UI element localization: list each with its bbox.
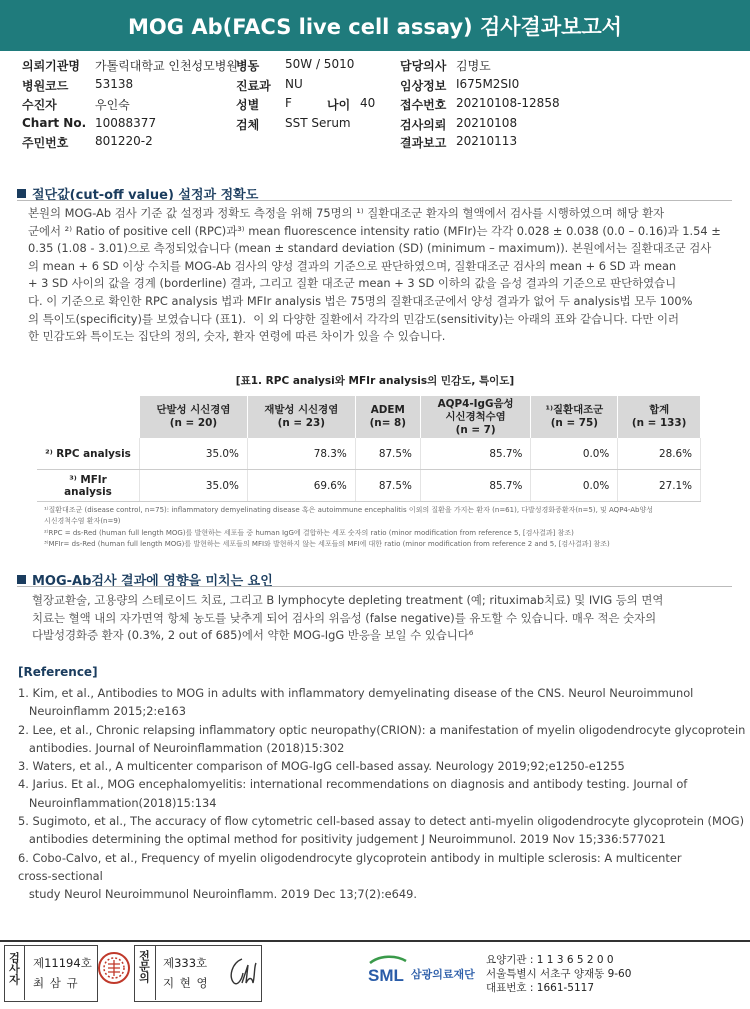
table-cell: 69.6%	[247, 470, 355, 502]
logo-text: SML	[368, 966, 404, 985]
chart-value: 10088377	[95, 116, 157, 130]
reference-item: 4. Jarius. Et al., MOG encephalomyelitis: international recommendations on diagnosis and antibody testing. Journal of	[18, 777, 688, 792]
col-header: 재발성 시신경염 (n = 23)	[247, 396, 355, 438]
agency-code: 요양기관 : 1 1 3 6 5 2 0 0	[486, 954, 614, 966]
col-header: ADEM (n= 8)	[355, 396, 420, 438]
col-header: 단발성 시신경염 (n = 20)	[140, 396, 248, 438]
reference-item: antibodies determining the optimal method for positivity judgement J Neuroimmunol. 2019 Nov 15;336:577021	[18, 832, 666, 847]
paragraph-line: 한 민감도와 특이도는 집단의 정의, 숫자, 환자 연령에 따른 차이가 있을 수 있습니다.	[28, 329, 446, 344]
paragraph-line: 의 mean + 6 SD 이상 수치를 MOG-Ab 검사의 양성 결과의 기준으로 판단하였으며, 질환대조군 검사의 mean + 6 SD 과 mean	[28, 258, 677, 273]
table-footnote: ¹⁾질환대조군 (disease control, n=75): inflammatory demyelinating disease 혹은 autoimmune encephalitis 이외의 질환을 가지는 환자 (n=61), 다발성경화증환자(n=5), 및 AQP4-Ab양성	[44, 506, 653, 514]
reference-item: Neuroinflamm 2015;2:e163	[18, 704, 187, 719]
org-contact	[486, 953, 631, 995]
table-cell: 0.0%	[531, 470, 618, 502]
table-cell: 28.6%	[618, 438, 701, 470]
table-footnote: ³⁾MFIr= ds-Red (human full length MOG)를 발현하는 세포들의 MFI와 발현하지 않는 세포들의 MFI에 대한 ratio (minor modification from reference 2 and 5, [검사결과] 참조)	[44, 540, 610, 548]
row-header: ²⁾ RPC analysis	[37, 438, 140, 470]
report-label: 결과보고	[400, 136, 447, 150]
square-bullet-icon	[17, 575, 26, 584]
paragraph-line: 0.35 (1.08 - 3.01)으로 측정되었습니다 (mean ± standard deviation (SD) (minimum – maximum)). 본원에서는 질환대조군 검사	[28, 241, 712, 256]
org-phone: 대표번호 : 1661-5117	[486, 982, 595, 994]
reference-item: 3. Waters, et al., A multicenter comparison of MOG-IgG cell-based assay. Neurology 2019;92;e1250-e1255	[18, 759, 625, 774]
specimen-value: SST Serum	[285, 116, 351, 130]
specialist-name: 지 현 영	[163, 976, 209, 990]
sensitivity-table	[37, 396, 701, 502]
reference-item: antibodies. Journal of Neuroinflammation (2018)15:302	[18, 740, 345, 755]
table-cell: 27.1%	[618, 470, 701, 502]
sex-value: F	[285, 96, 292, 110]
reference-item: 2. Lee, et al., Chronic relapsing inflammatory optic neuropathy(CRION): a manifestation of myelin oligodendrocyte glycoprotein	[18, 722, 746, 737]
institution-label: 의뢰기관명	[22, 59, 80, 73]
clinical-value: I675M2SI0	[456, 77, 520, 91]
divider	[17, 200, 732, 201]
table-cell: 35.0%	[140, 470, 248, 502]
divider	[24, 945, 25, 1000]
divider	[155, 945, 156, 1000]
receipt-value: 20210108-12858	[456, 96, 560, 110]
examiner-license: 제11194호	[33, 956, 92, 970]
specialist-label: 전문의	[137, 950, 151, 983]
factors-paragraph	[32, 592, 722, 645]
col-header: ¹⁾질환대조군 (n = 75)	[531, 396, 618, 438]
table-cell: 85.7%	[420, 470, 531, 502]
rrn-value: 801220-2	[95, 134, 153, 148]
examiner-label: 검사자	[7, 952, 21, 985]
square-bullet-icon	[17, 189, 26, 198]
sex-label: 성별	[236, 98, 260, 112]
table-row	[37, 470, 701, 502]
section-factors-title: MOG-Ab검사 결과에 영향을 미치는 요인	[32, 574, 273, 589]
table-cell: 78.3%	[247, 438, 355, 470]
col-header: AQP4-IgG음성 시신경척수염 (n = 7)	[420, 396, 531, 438]
cutoff-paragraph	[28, 205, 721, 346]
dept-label: 진료과	[236, 79, 271, 93]
table-caption: [표1. RPC analysi와 MFIr analysis의 민감도, 특이도]	[235, 375, 515, 387]
footer-divider	[0, 940, 750, 942]
table-footnote: ²⁾RPC = ds-Red (human full length MOG)를 발현하는 세포들 중 human IgG에 결합하는 세포 숫자의 ratio (minor modification from reference 5, [검사결과] 참조)	[44, 529, 574, 537]
institution-value: 가톨릭대학교 인천성모병원	[95, 59, 238, 73]
paragraph-line: 군에서 ²⁾ Ratio of positive cell (RPC)과³⁾ mean fluorescence intensity ratio (MFIr)는 각각 0.028 ± 0.038 (0.0 – 0.16)과 1.54 ±	[28, 223, 721, 238]
chart-label: Chart No.	[22, 116, 87, 130]
table-footnote: 시신경척수염 환자(n=9)	[44, 517, 121, 525]
specimen-label: 검체	[236, 118, 260, 132]
table-corner	[37, 396, 140, 438]
dept-value: NU	[285, 77, 303, 91]
reference-item: Neuroinflammation(2018)15:134	[18, 795, 217, 810]
doctor-label: 담당의사	[400, 59, 447, 73]
seal-stamp-icon	[97, 951, 131, 985]
table-header-row	[37, 396, 701, 438]
paragraph-line: + 3 SD 사이의 값을 경계 (borderline) 결과, 그리고 질환 대조군 mean + 3 SD 이하의 값을 음성 결과의 기준으로 판단하였습니	[28, 276, 677, 291]
report-title: MOG Ab(FACS live cell assay) 검사결과보고서	[0, 0, 750, 51]
reference-item: 1. Kim, et al., Antibodies to MOG in adults with inflammatory demyelinating disease of the CNS. Neurol Neuroimmunol	[18, 686, 694, 700]
section-cutoff-title: 절단값(cut-off value) 설정과 정확도	[32, 188, 259, 203]
signature-icon	[222, 953, 258, 989]
org-address: 서울특별시 서초구 양재동 9-60	[486, 968, 632, 980]
reference-item: 5. Sugimoto, et al., The accuracy of flow cytometric cell-based assay to detect anti-myelin oligodendrocyte glycoprotein (MOG)	[18, 814, 745, 829]
table-cell: 35.0%	[140, 438, 248, 470]
reference-item: 6. Cobo-Calvo, et al., Frequency of myelin oligodendrocyte glycoprotein antibody in multiple sclerosis: A multicenter	[18, 850, 682, 865]
hospital-code-value: 53138	[95, 77, 134, 91]
org-name: 삼광의료재단	[411, 968, 475, 981]
specialist-license: 제333호	[163, 956, 208, 970]
doctor-value: 김명도	[456, 59, 491, 73]
paragraph-line: 의 특이도(specificity)를 보였습니다 (표1). 이 외 다양한 질환에서 각각의 민감도(sensitivity)는 아래의 표와 같습니다. 다만 이러	[28, 311, 680, 326]
patient-label: 수진자	[22, 98, 57, 112]
divider	[17, 586, 732, 587]
paragraph-line: 치료는 혈액 내의 자가면역 항체 농도를 낮추게 되어 검사의 위음성 (false negative)를 유도할 수 있습니다. 매우 적은 숫자의	[32, 610, 657, 625]
paragraph-line: 본원의 MOG-Ab 검사 기준 값 설정과 정확도 측정을 위해 75명의 ¹⁾ 질환대조군 환자의 혈액에서 검사를 시행하였으며 해당 환자	[28, 206, 665, 220]
table-cell: 85.7%	[420, 438, 531, 470]
examiner-name: 최 삼 규	[33, 976, 79, 990]
clinical-label: 임상정보	[400, 79, 447, 93]
patient-value: 우인숙	[95, 98, 130, 112]
request-label: 검사의뢰	[400, 118, 447, 132]
report-value: 20210113	[456, 134, 518, 148]
receipt-label: 접수번호	[400, 98, 447, 112]
table-cell: 0.0%	[531, 438, 618, 470]
paragraph-line: 다발성경화증 환자 (0.3%, 2 out of 685)에서 약한 MOG-IgG 반응을 보일 수 있습니다⁶	[32, 628, 474, 643]
ward-value: 50W / 5010	[285, 57, 355, 71]
age-label: 나이	[327, 98, 351, 112]
reference-heading: [Reference]	[18, 665, 98, 679]
table-cell: 87.5%	[355, 438, 420, 470]
sml-logo-icon	[366, 955, 410, 987]
row-header: ³⁾ MFIr analysis	[37, 470, 140, 502]
col-header: 합계 (n = 133)	[618, 396, 701, 438]
reference-item: study Neurol Neuroimmunol Neuroinflamm. 2019 Dec 13;7(2):e649.	[18, 887, 418, 902]
reference-list	[18, 684, 746, 904]
table-cell: 87.5%	[355, 470, 420, 502]
rrn-label: 주민번호	[22, 136, 69, 150]
reference-item: cross-sectional	[18, 868, 103, 883]
request-value: 20210108	[456, 116, 518, 130]
paragraph-line: 혈장교환술, 고용량의 스테로이드 치료, 그리고 B lymphocyte depleting treatment (예; rituximab치료) 및 IVIG 등의 면역	[32, 593, 664, 607]
hospital-code-label: 병원코드	[22, 79, 69, 93]
paragraph-line: 다. 이 기준으로 확인한 RPC analysis 법과 MFIr analysis 법은 75명의 질환대조군에서 양성 결과가 없어 두 analysis법 모두 100%	[28, 293, 693, 308]
patient-info	[0, 0, 750, 160]
table-row	[37, 438, 701, 470]
ward-label: 병동	[236, 59, 260, 73]
age-value: 40	[360, 96, 376, 110]
